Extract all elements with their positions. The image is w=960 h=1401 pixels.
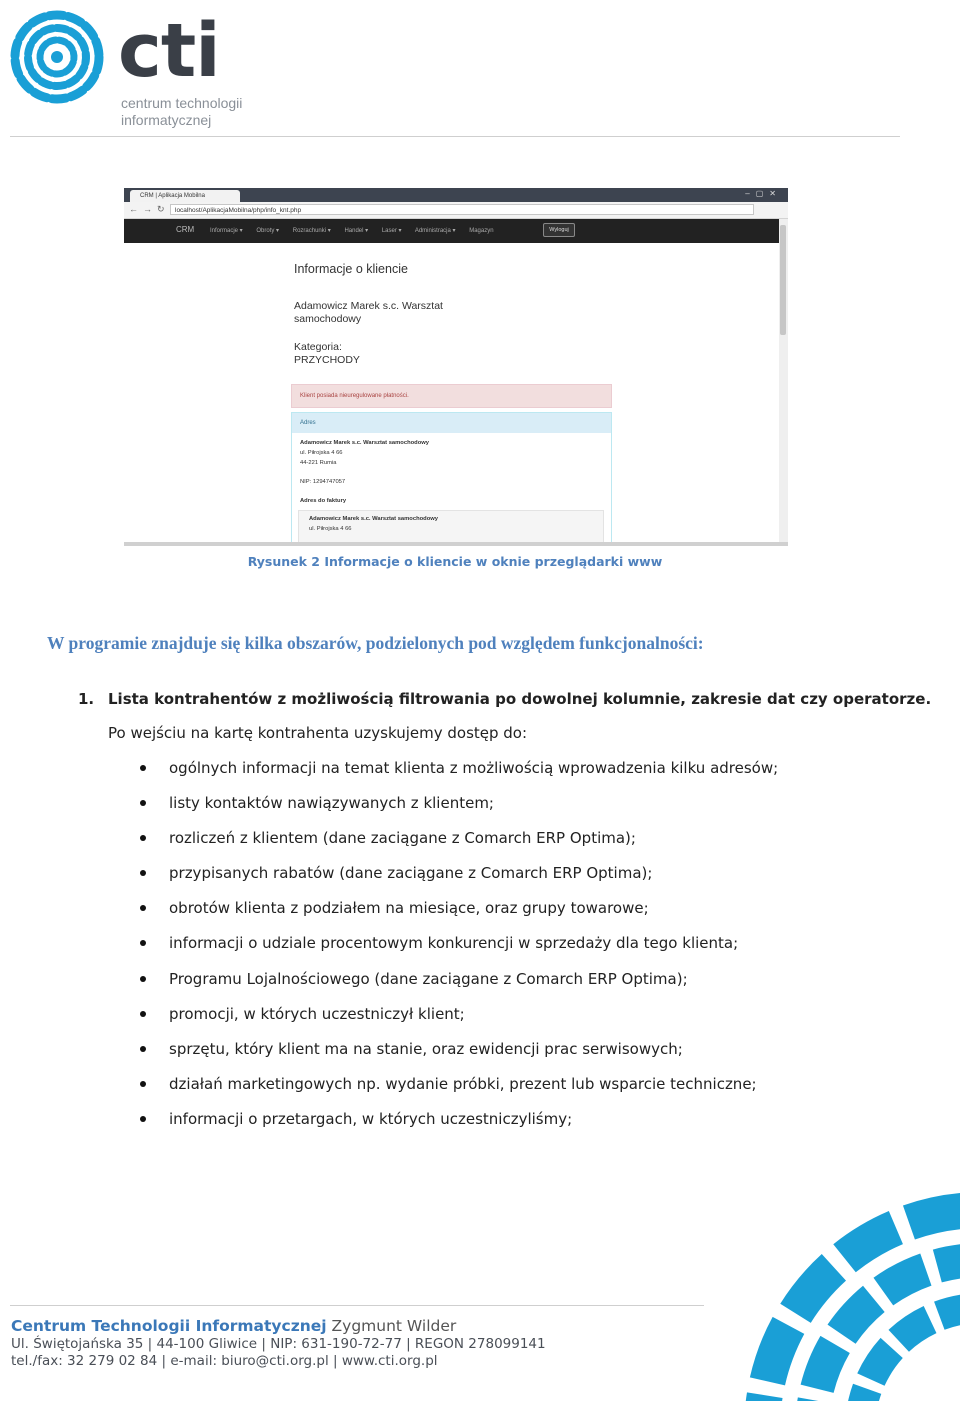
browser-screenshot <box>124 188 788 546</box>
bullet-icon <box>140 870 146 876</box>
address-nip: NIP: 1294747057 <box>300 479 346 485</box>
bullet-icon <box>140 905 146 911</box>
address-panel-title: Adres <box>292 413 611 433</box>
scrollbar-thumb[interactable] <box>780 225 786 335</box>
nav-arrows-icon[interactable]: ←→↻ <box>129 204 170 214</box>
browser-tab[interactable]: CRM | Aplikacja Mobilna <box>130 190 240 202</box>
payment-alert: Klient posiada nieuregulowane płatności. <box>291 384 612 408</box>
logo-wordmark: cti <box>118 8 220 94</box>
logo-subtitle: centrum technologii informatycznej <box>121 95 243 128</box>
header-divider <box>10 136 900 137</box>
client-category: Kategoria: PRZYCHODY <box>294 341 360 366</box>
invoice-address-box <box>298 510 604 546</box>
address-name: Adamowicz Marek s.c. Warsztat samochodowy <box>300 440 429 446</box>
bullet-icon <box>140 835 146 841</box>
menu-item-rozrachunki[interactable]: Rozrachunki ▾ <box>292 228 331 234</box>
menu-item-administracja[interactable]: Administracja ▾ <box>414 228 456 234</box>
bullet-icon <box>140 1081 146 1087</box>
app-menu <box>210 227 506 234</box>
menu-item-magazyn[interactable]: Magazyn <box>469 228 494 234</box>
footer-address: Ul. Świętojańska 35 | 44-100 Gliwice | NIP: 631-190-72-77 | REGON 278099141 <box>11 1336 546 1352</box>
footer-company: Centrum Technologii Informatycznej Zygmunt Wilder <box>11 1317 457 1335</box>
item-text: Lista kontrahentów z możliwością filtrowania po dowolnej kolumnie, zakresie dat czy operatorze. <box>108 690 932 708</box>
figure-caption: Rysunek 2 Informacje o kliencie w oknie przeglądarki www <box>247 554 663 569</box>
client-page-title: Informacje o kliencie <box>294 262 408 276</box>
bullet-icon <box>140 940 146 946</box>
logo-emblem <box>8 8 106 106</box>
app-navbar <box>124 219 779 243</box>
footer-divider <box>10 1305 704 1306</box>
window-controls-icon[interactable]: –▢✕ <box>745 189 782 198</box>
menu-item-informacje[interactable]: Informacje ▾ <box>210 228 243 234</box>
bullet-icon <box>140 800 146 806</box>
intro-paragraph: Po wejściu na kartę kontrahenta uzyskujemy dostęp do: <box>108 724 528 742</box>
item-number: 1. <box>78 690 95 708</box>
invoice-name: Adamowicz Marek s.c. Warsztat samochodowy <box>309 516 438 522</box>
bullet-icon <box>140 1116 146 1122</box>
address-panel <box>291 412 612 546</box>
section-heading: W programie znajduje się kilka obszarów, podzielonych pod względem funkcjonalności: <box>47 633 704 653</box>
address-city: 44-221 Rumia <box>300 460 337 466</box>
logout-button[interactable]: Wyloguj <box>543 223 575 237</box>
footer-contact: tel./fax: 32 279 02 84 | e-mail: biuro@cti.org.pl | www.cti.org.pl <box>11 1353 438 1369</box>
address-street: ul. Piłrojska 4 66 <box>300 450 343 456</box>
scrollbar[interactable] <box>779 219 788 542</box>
url-field[interactable]: localhost/AplikacjaMobilna/php/info_knt.php <box>170 204 754 215</box>
menu-item-obroty[interactable]: Obroty ▾ <box>256 228 280 234</box>
bullet-icon <box>140 976 146 982</box>
bullet-icon <box>140 1046 146 1052</box>
menu-item-laser[interactable]: Laser ▾ <box>381 228 402 234</box>
invoice-address-label: Adres do faktury <box>300 498 347 504</box>
browser-tabbar <box>124 188 788 202</box>
menu-item-handel[interactable]: Handel ▾ <box>344 228 369 234</box>
browser-address-bar <box>124 202 788 219</box>
footer-emblem-icon <box>732 1170 960 1401</box>
bullet-icon <box>140 1011 146 1017</box>
app-brand[interactable]: CRM <box>176 225 195 234</box>
invoice-street: ul. Piłrojska 4 66 <box>309 526 352 532</box>
client-name: Adamowicz Marek s.c. Warsztat samochodowy <box>294 300 443 325</box>
numbered-item-1 <box>78 688 931 710</box>
bullet-icon <box>140 765 146 771</box>
